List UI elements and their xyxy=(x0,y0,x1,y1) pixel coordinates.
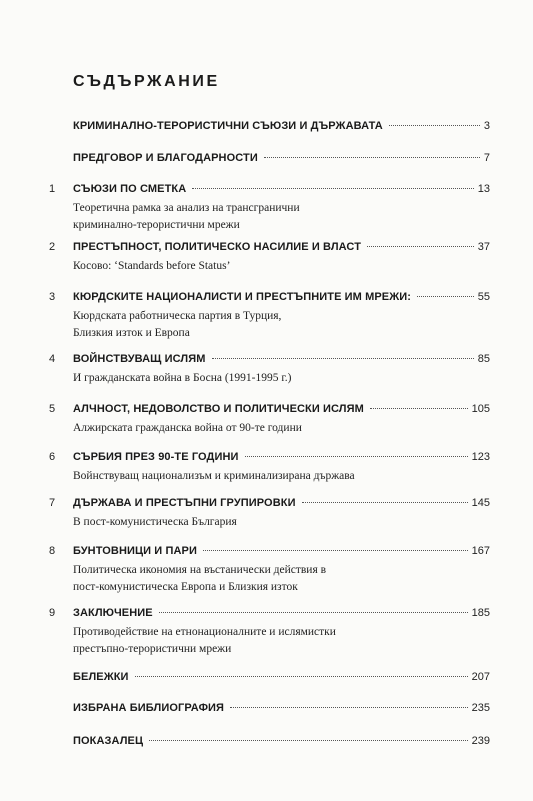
subtitle-line: Противодействие на етнонационалните и ислямистки xyxy=(73,626,336,638)
entry-heading: СЪЮЗИ ПО СМЕТКА xyxy=(73,183,187,195)
chapter-number: 8 xyxy=(49,545,56,557)
chapter-number: 4 xyxy=(49,353,56,365)
toc-line xyxy=(73,735,490,751)
page-title: СЪДЪРЖАНИЕ xyxy=(73,73,220,90)
toc-line xyxy=(73,291,490,307)
entry-subtitle xyxy=(73,514,237,531)
page-number: 207 xyxy=(471,671,490,683)
entry-subtitle xyxy=(73,468,355,485)
dot-leader xyxy=(230,707,468,708)
toc-line xyxy=(73,183,490,199)
entry-heading: СЪРБИЯ ПРЕЗ 90-ТЕ ГОДИНИ xyxy=(73,451,239,463)
toc-line xyxy=(73,451,490,467)
dot-leader xyxy=(203,550,468,551)
subtitle-line: Косово: ‘Standards before Status’ xyxy=(73,260,231,272)
entry-heading: АЛЧНОСТ, НЕДОВОЛСТВО И ПОЛИТИЧЕСКИ ИСЛЯМ xyxy=(73,403,364,415)
chapter-number: 2 xyxy=(49,241,56,253)
toc-line xyxy=(73,702,490,718)
entry-heading: КРИМИНАЛНО-ТЕРОРИСТИЧНИ СЪЮЗИ И ДЪРЖАВАТА xyxy=(73,120,383,132)
entry-heading: ВОЙНСТВУВАЩ ИСЛЯМ xyxy=(73,353,206,365)
page-number: 37 xyxy=(477,241,490,253)
toc-line xyxy=(73,607,490,623)
toc-line xyxy=(73,353,490,369)
dot-leader xyxy=(367,246,474,247)
chapter-number: 6 xyxy=(49,451,56,463)
page-number: 185 xyxy=(471,607,490,619)
page-number: 145 xyxy=(471,497,490,509)
dot-leader xyxy=(389,125,480,126)
chapter-number: 7 xyxy=(49,497,56,509)
entry-subtitle xyxy=(73,258,230,275)
dot-leader xyxy=(159,612,468,613)
entry-heading: ПРЕДГОВОР И БЛАГОДАРНОСТИ xyxy=(73,152,258,164)
dot-leader xyxy=(212,358,474,359)
dot-leader xyxy=(149,740,468,741)
entry-subtitle xyxy=(73,200,300,234)
page-number: 105 xyxy=(471,403,490,415)
entry-subtitle xyxy=(73,420,302,437)
subtitle-line: И гражданската война в Босна (1991-1995 г.) xyxy=(73,372,292,384)
subtitle-line: криминално-терористични мрежи xyxy=(73,219,240,231)
entry-heading: ИЗБРАНА БИБЛИОГРАФИЯ xyxy=(73,702,225,714)
subtitle-line: Близкия изток и Европа xyxy=(73,327,190,339)
entry-subtitle xyxy=(73,370,292,387)
dot-leader xyxy=(370,408,468,409)
page-number: 7 xyxy=(483,152,490,164)
chapter-number: 3 xyxy=(49,291,56,303)
page-number: 167 xyxy=(471,545,490,557)
subtitle-line: Теоретична рамка за анализ на трансгранични xyxy=(73,202,300,214)
page-number: 85 xyxy=(477,353,490,365)
page-number: 123 xyxy=(471,451,490,463)
toc-line xyxy=(73,545,490,561)
entry-heading: ЗАКЛЮЧЕНИЕ xyxy=(73,607,153,619)
page-number: 3 xyxy=(483,120,490,132)
chapter-number: 5 xyxy=(49,403,56,415)
chapter-number: 9 xyxy=(49,607,56,619)
entry-heading: КЮРДСКИТЕ НАЦИОНАЛИСТИ И ПРЕСТЪПНИТЕ ИМ МРЕЖИ: xyxy=(73,291,412,303)
dot-leader xyxy=(135,676,468,677)
dot-leader xyxy=(245,456,468,457)
entry-heading: БЕЛЕЖКИ xyxy=(73,671,129,683)
entry-subtitle xyxy=(73,624,336,658)
dot-leader xyxy=(302,502,468,503)
toc-line xyxy=(73,403,490,419)
entry-subtitle xyxy=(73,562,326,596)
subtitle-line: пост-комунистическа Европа и Близкия изток xyxy=(73,581,298,593)
page-number: 13 xyxy=(477,183,490,195)
page-number: 239 xyxy=(471,735,490,747)
entry-heading: ПОКАЗАЛЕЦ xyxy=(73,735,144,747)
entry-heading: ДЪРЖАВА И ПРЕСТЪПНИ ГРУПИРОВКИ xyxy=(73,497,296,509)
dot-leader xyxy=(192,188,473,189)
toc-line xyxy=(73,120,490,136)
toc-line xyxy=(73,152,490,168)
page-number: 55 xyxy=(477,291,490,303)
subtitle-line: Войнствуващ национализъм и криминализирана държава xyxy=(73,470,355,482)
dot-leader xyxy=(417,296,474,297)
subtitle-line: Политическа икономия на въстанически действия в xyxy=(73,564,327,576)
toc-line xyxy=(73,241,490,257)
entry-subtitle xyxy=(73,308,281,342)
toc-line xyxy=(73,671,490,687)
subtitle-line: В пост-комунистическа България xyxy=(73,516,237,528)
dot-leader xyxy=(264,157,480,158)
subtitle-line: Алжирската гражданска война от 90-те години xyxy=(73,422,302,434)
chapter-number: 1 xyxy=(49,183,56,195)
entry-heading: БУНТОВНИЦИ И ПАРИ xyxy=(73,545,197,557)
subtitle-line: престъпно-терористични мрежи xyxy=(73,643,232,655)
page-number: 235 xyxy=(471,702,490,714)
toc-line xyxy=(73,497,490,513)
entry-heading: ПРЕСТЪПНОСТ, ПОЛИТИЧЕСКО НАСИЛИЕ И ВЛАСТ xyxy=(73,241,362,253)
subtitle-line: Кюрдската работническа партия в Турция, xyxy=(73,310,282,322)
